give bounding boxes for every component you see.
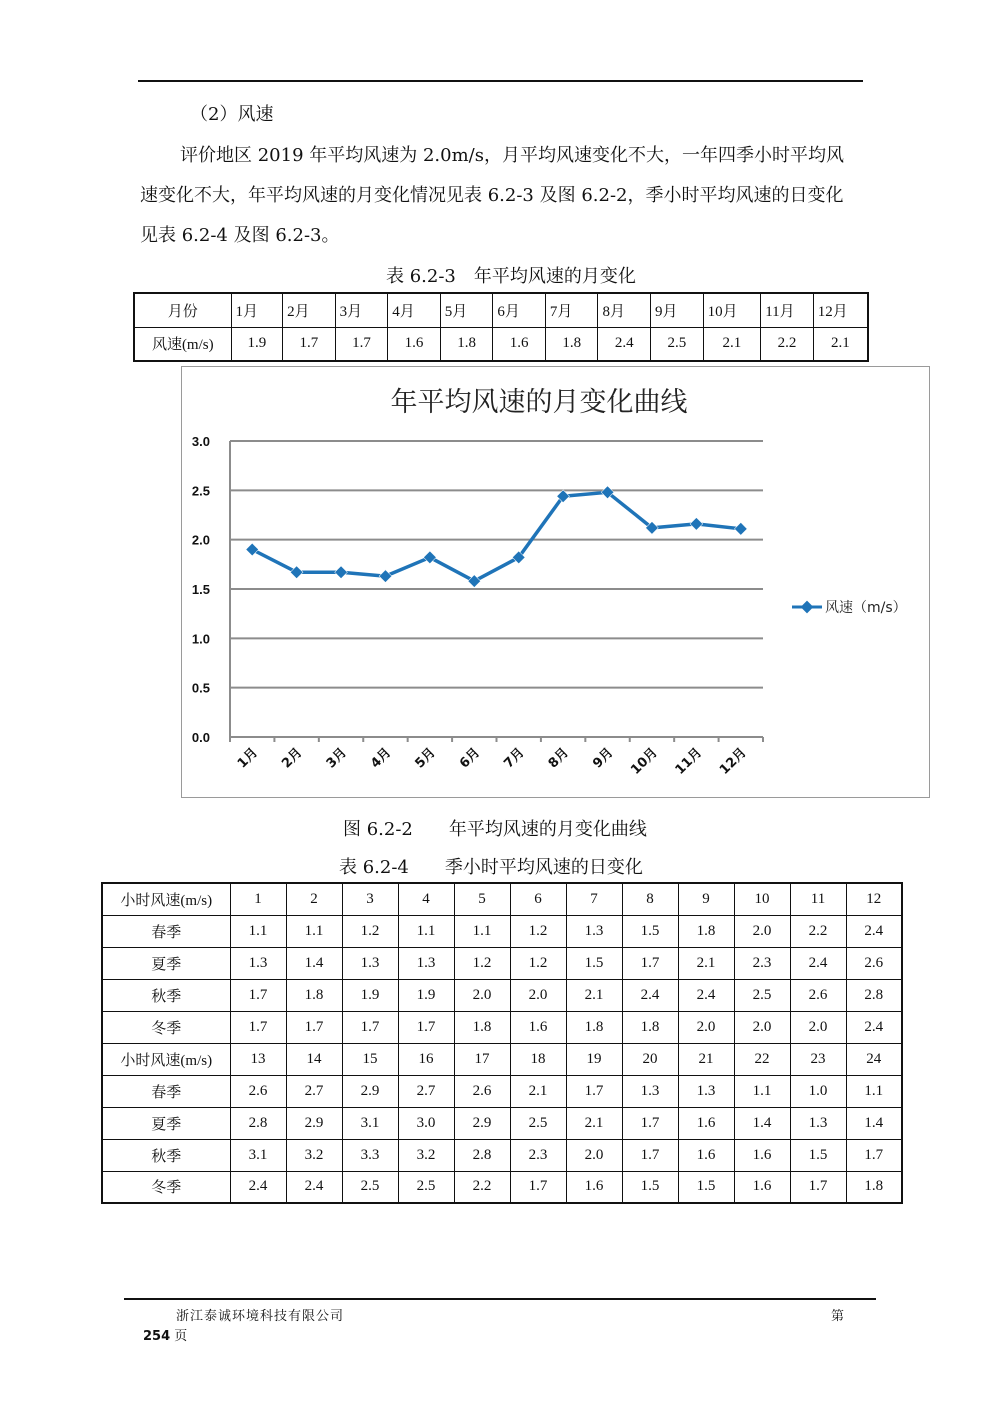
hourly-speed-cell: 1.7 [230,979,286,1011]
hour-cell: 13 [230,1043,286,1075]
data-point-marker [468,575,481,588]
hour-cell: 19 [566,1043,622,1075]
speed-cell: 2.2 [761,327,814,361]
hourly-speed-cell: 1.7 [622,947,678,979]
hourly-speed-cell: 1.4 [846,1107,902,1139]
y-tick-label: 1.5 [191,582,210,597]
hourly-speed-cell: 2.4 [286,1171,342,1203]
table2-season-row [102,915,902,947]
footer-page-suffix: 页 [174,1329,188,1344]
hourly-speed-cell: 1.0 [790,1075,846,1107]
speed-cell: 1.8 [545,327,598,361]
hour-cell: 6 [510,883,566,915]
table1-header-row [134,293,868,327]
hourly-speed-cell: 2.0 [678,1011,734,1043]
hourly-speed-cell: 1.1 [846,1075,902,1107]
table2-season-row [102,1011,902,1043]
hourly-speed-cell: 3.0 [398,1107,454,1139]
hourly-speed-cell: 1.1 [230,915,286,947]
hourly-speed-cell: 1.6 [566,1171,622,1203]
hourly-speed-cell: 1.8 [566,1011,622,1043]
hourly-speed-cell: 2.0 [790,1011,846,1043]
hourly-speed-cell: 2.1 [678,947,734,979]
grid-layer [230,441,763,742]
hourly-speed-cell: 3.1 [342,1107,398,1139]
section-heading: （2）风速 [190,104,274,125]
hourly-speed-cell: 1.6 [510,1011,566,1043]
hour-cell: 10 [734,883,790,915]
hourly-speed-cell: 2.4 [846,915,902,947]
x-tick-label: 11月 [672,745,706,778]
hourly-speed-cell: 1.2 [510,915,566,947]
hourly-speed-cell: 2.4 [622,979,678,1011]
chart-frame [181,366,930,798]
data-point-marker [290,566,303,579]
y-axis [192,434,210,745]
season-label: 冬季 [102,1011,230,1043]
season-label: 秋季 [102,1139,230,1171]
data-point-marker [734,522,747,535]
hour-cell: 21 [678,1043,734,1075]
hourly-speed-cell: 2.5 [510,1107,566,1139]
hourly-speed-cell: 1.4 [286,947,342,979]
hourly-speed-cell: 1.3 [342,947,398,979]
hourly-speed-cell: 2.0 [734,1011,790,1043]
y-tick-label: 2.5 [191,483,210,499]
hourly-speed-cell: 2.0 [566,1139,622,1171]
hourly-speed-cell: 2.8 [454,1139,510,1171]
hour-cell: 4 [398,883,454,915]
month-cell: 4月 [388,293,441,327]
hourly-speed-cell: 2.8 [230,1107,286,1139]
speed-cell: 1.7 [283,327,336,361]
y-tick-label: 2.0 [191,532,210,548]
month-cell: 9月 [651,293,704,327]
hourly-speed-cell: 2.7 [286,1075,342,1107]
footer-company: 浙江泰诚环境科技有限公司 [176,1309,345,1324]
hourly-speed-cell: 1.1 [286,915,342,947]
seasonal-hourly-wind-table [101,882,903,1204]
season-label: 春季 [102,1075,230,1107]
footer-page [143,1325,187,1344]
hourly-speed-cell: 1.6 [678,1139,734,1171]
table2-season-row [102,1107,902,1139]
hourly-speed-cell: 1.3 [230,947,286,979]
footer-rule [124,1298,876,1300]
footer-page-prefix: 第 [831,1309,845,1324]
hourly-speed-cell: 1.1 [398,915,454,947]
hourly-speed-cell: 3.3 [342,1139,398,1171]
hourly-speed-cell: 2.4 [230,1171,286,1203]
hourly-speed-cell: 1.7 [398,1011,454,1043]
body-paragraph-text: 评价地区 2019 年平均风速为 2.0m/s，月平均风速变化不大，一年四季小时平均风速变化不大，年平均风速的月变化情况见表 6.2-3 及图 6.2-2，季小时平均风速的日变化见表 6.2-4 及图 6.2-3。 [140,145,844,246]
month-cell: 12月 [813,293,868,327]
hourly-speed-cell: 1.9 [398,979,454,1011]
hourly-speed-cell: 1.2 [342,915,398,947]
y-tick-label: 0.0 [191,730,210,745]
table2-season-row [102,979,902,1011]
hourly-speed-cell: 2.2 [790,915,846,947]
table1-caption: 表 6.2-3 年平均风速的月变化 [386,266,636,287]
hourly-speed-cell: 2.6 [454,1075,510,1107]
data-point-marker [379,570,392,583]
hourly-speed-cell: 1.6 [678,1107,734,1139]
season-label: 冬季 [102,1171,230,1203]
hourly-speed-cell: 1.7 [622,1107,678,1139]
hourly-speed-cell: 1.8 [286,979,342,1011]
hourly-speed-cell: 1.8 [622,1011,678,1043]
data-point-marker [246,543,259,556]
season-label: 春季 [102,915,230,947]
hourly-speed-cell: 2.0 [454,979,510,1011]
hourly-speed-cell: 1.5 [622,1171,678,1203]
x-tick-label: 3月 [323,745,350,772]
x-tick-label: 5月 [412,745,439,772]
hour-cell: 24 [846,1043,902,1075]
hour-cell: 16 [398,1043,454,1075]
season-label: 秋季 [102,979,230,1011]
hourly-speed-cell: 1.3 [790,1107,846,1139]
y-tick-label: 1.0 [191,631,210,647]
series-line [252,492,741,581]
table2-hour-header-row [102,883,902,915]
x-axis [235,745,750,778]
season-label: 夏季 [102,947,230,979]
speed-cell: 2.1 [813,327,868,361]
speed-cell: 2.5 [651,327,704,361]
hourly-speed-cell: 2.4 [678,979,734,1011]
hourly-speed-cell: 1.7 [510,1171,566,1203]
hourly-speed-cell: 1.2 [510,947,566,979]
hourly-speed-cell: 1.3 [622,1075,678,1107]
hour-cell: 8 [622,883,678,915]
x-tick-label: 9月 [590,745,617,772]
hourly-speed-cell: 2.9 [286,1107,342,1139]
hourly-speed-cell: 1.7 [286,1011,342,1043]
y-tick-label: 3.0 [191,434,210,449]
table2-header-label: 小时风速(m/s) [102,883,230,915]
hourly-speed-cell: 1.9 [342,979,398,1011]
month-cell: 8月 [598,293,651,327]
hourly-speed-cell: 2.6 [230,1075,286,1107]
y-tick-label: 0.5 [191,680,210,696]
hourly-speed-cell: 2.4 [790,947,846,979]
legend [792,599,907,616]
header-rule [138,80,863,82]
hourly-speed-cell: 2.1 [510,1075,566,1107]
hourly-speed-cell: 1.8 [454,1011,510,1043]
hourly-speed-cell: 2.6 [846,947,902,979]
hourly-speed-cell: 1.7 [566,1075,622,1107]
hourly-speed-cell: 1.6 [734,1171,790,1203]
speed-cell: 1.8 [440,327,493,361]
month-cell: 6月 [493,293,546,327]
hourly-speed-cell: 2.9 [454,1107,510,1139]
hourly-speed-cell: 1.1 [454,915,510,947]
month-cell: 5月 [440,293,493,327]
figure-caption: 图 6.2-2 年平均风速的月变化曲线 [343,819,647,840]
month-cell: 2月 [283,293,336,327]
hour-cell: 1 [230,883,286,915]
legend-marker [801,601,814,614]
hourly-speed-cell: 1.8 [678,915,734,947]
data-point-marker [335,566,348,579]
hourly-speed-cell: 2.3 [734,947,790,979]
hour-cell: 2 [286,883,342,915]
hourly-speed-cell: 1.7 [846,1139,902,1171]
hourly-speed-cell: 2.2 [454,1171,510,1203]
hourly-speed-cell: 1.7 [622,1139,678,1171]
hourly-speed-cell: 1.7 [342,1011,398,1043]
table2-season-row [102,947,902,979]
table2-season-row [102,1171,902,1203]
hour-cell: 11 [790,883,846,915]
hourly-speed-cell: 2.3 [510,1139,566,1171]
body-paragraph [140,136,860,256]
speed-cell: 1.7 [335,327,388,361]
x-tick-label: 2月 [279,745,306,772]
hourly-speed-cell: 2.5 [342,1171,398,1203]
hourly-speed-cell: 1.3 [398,947,454,979]
footer-page-number: 254 [143,1329,171,1344]
hourly-speed-cell: 2.5 [398,1171,454,1203]
hour-cell: 23 [790,1043,846,1075]
series-layer [246,486,747,588]
x-tick-label: 7月 [501,745,528,772]
hourly-speed-cell: 2.8 [846,979,902,1011]
hourly-speed-cell: 1.3 [566,915,622,947]
hourly-speed-cell: 3.2 [398,1139,454,1171]
month-cell: 10月 [703,293,761,327]
season-label: 夏季 [102,1107,230,1139]
monthly-wind-table [133,292,869,362]
hourly-speed-cell: 2.0 [510,979,566,1011]
hourly-speed-cell: 2.7 [398,1075,454,1107]
month-cell: 1月 [231,293,283,327]
table2-season-row [102,1075,902,1107]
table1-value-row [134,327,868,361]
legend-label: 风速（m/s） [825,600,907,616]
hour-cell: 15 [342,1043,398,1075]
x-tick-label: 4月 [368,745,395,772]
x-tick-label: 12月 [717,745,750,778]
hourly-speed-cell: 1.5 [678,1171,734,1203]
data-point-marker [690,518,703,531]
hourly-speed-cell: 2.1 [566,979,622,1011]
x-tick-label: 8月 [545,745,572,772]
hourly-speed-cell: 2.5 [734,979,790,1011]
hourly-speed-cell: 1.3 [678,1075,734,1107]
hour-cell: 14 [286,1043,342,1075]
hour-cell: 7 [566,883,622,915]
hour-cell: 9 [678,883,734,915]
speed-cell: 2.1 [703,327,761,361]
hourly-speed-cell: 1.4 [734,1107,790,1139]
table1-row-label: 风速(m/s) [134,327,231,361]
month-cell: 3月 [335,293,388,327]
hourly-speed-cell: 2.1 [566,1107,622,1139]
hourly-speed-cell: 2.4 [846,1011,902,1043]
hour-cell: 12 [846,883,902,915]
hourly-speed-cell: 1.1 [734,1075,790,1107]
monthly-wind-line-chart [182,367,929,797]
hour-cell: 5 [454,883,510,915]
month-cell: 11月 [761,293,814,327]
month-cell: 7月 [545,293,598,327]
data-point-marker [424,551,437,564]
hourly-speed-cell: 3.2 [286,1139,342,1171]
speed-cell: 1.6 [493,327,546,361]
table1-header-label: 月份 [134,293,231,327]
speed-cell: 2.4 [598,327,651,361]
x-tick-label: 10月 [628,745,661,778]
hourly-speed-cell: 2.9 [342,1075,398,1107]
table2-caption: 表 6.2-4 季小时平均风速的日变化 [339,857,643,878]
x-tick-label: 1月 [234,745,262,772]
x-tick-label: 6月 [456,745,484,772]
hourly-speed-cell: 1.6 [734,1139,790,1171]
hourly-speed-cell: 1.2 [454,947,510,979]
hourly-speed-cell: 1.8 [846,1171,902,1203]
hourly-speed-cell: 1.5 [622,915,678,947]
hour-cell: 17 [454,1043,510,1075]
table2-hour-header-row [102,1043,902,1075]
hour-cell: 22 [734,1043,790,1075]
hourly-speed-cell: 3.1 [230,1139,286,1171]
hour-cell: 18 [510,1043,566,1075]
hourly-speed-cell: 1.7 [230,1011,286,1043]
table2-header-label: 小时风速(m/s) [102,1043,230,1075]
hourly-speed-cell: 1.5 [566,947,622,979]
hourly-speed-cell: 2.6 [790,979,846,1011]
hourly-speed-cell: 2.0 [734,915,790,947]
hourly-speed-cell: 1.7 [790,1171,846,1203]
hourly-speed-cell: 1.5 [790,1139,846,1171]
chart-title: 年平均风速的月变化曲线 [390,387,688,418]
speed-cell: 1.9 [231,327,283,361]
table2-season-row [102,1139,902,1171]
hour-cell: 20 [622,1043,678,1075]
hour-cell: 3 [342,883,398,915]
speed-cell: 1.6 [388,327,441,361]
